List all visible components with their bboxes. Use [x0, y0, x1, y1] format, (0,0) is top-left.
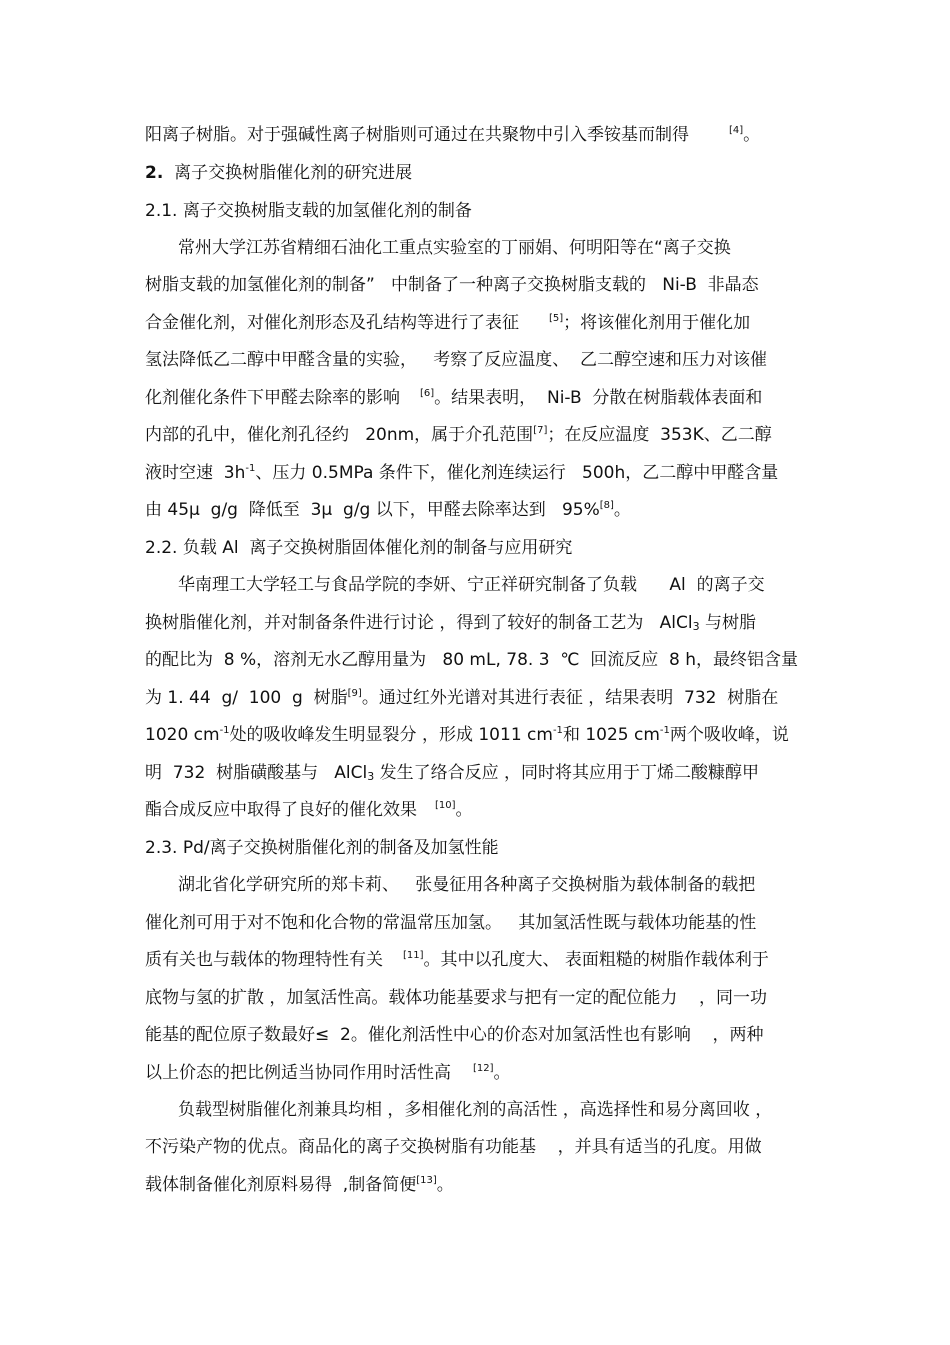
superscript: -1 [219, 725, 230, 736]
subsection-heading-2-2: 2.2. 负载 Al 离子交换树脂固体催化剂的制备与应用研究 [145, 538, 573, 558]
subsection-heading-2-3: 2.3. Pd/离子交换树脂催化剂的制备及加氢性能 [145, 838, 499, 858]
subsection-heading-2-1: 2.1. 离子交换树脂支载的加氢催化剂的制备 [145, 201, 472, 221]
text-line: 负载型树脂催化剂兼具均相 ，多相催化剂的高活性 ，高选择性和易分离回收 ， [178, 1100, 773, 1120]
text-line: 湖北省化学研究所的郑卡莉、 张曼征用各种离子交换树脂为载体制备的载把 [178, 875, 756, 895]
text-line: 催化剂可用于对不饱和化合物的常温常压加氢。 其加氢活性既与载体功能基的性 [145, 913, 757, 933]
text-line: 底物与氢的扩散 ，加氢活性高。载体功能基要求与把有一定的配位能力 ，同一功 [145, 988, 768, 1008]
text-line: 能基的配位原子数最好≤ 2。催化剂活性中心的价态对加氢活性也有影响 ，两种 [145, 1025, 764, 1045]
text-line: 的配比为 8 %，溶剂无水乙醇用量为 80 mL, 78. 3 ℃ 回流反应 8 h，最终铝含量 [145, 650, 799, 670]
text-line: 合金催化剂，对催化剂形态及孔结构等进行了表征 [5]；将该催化剂用于催化加 [145, 313, 751, 333]
citation: [4] [729, 125, 744, 136]
subscript: 3 [692, 620, 700, 633]
text-line: 换树脂催化剂，并对制备条件进行讨论 ，得到了较好的制备工艺为 AlCl$_3$ 与树脂 [145, 613, 756, 633]
citation: [8] [599, 500, 614, 511]
citation: [13] [416, 1175, 437, 1186]
text-line: 华南理工大学轻工与食品学院的李妍、宁正祥研究制备了负载 Al 的离子交 [178, 575, 765, 595]
citation: [7] [533, 425, 548, 436]
text-line: 不污染产物的优点。商品化的离子交换树脂有功能基 ，并具有适当的孔度。用做 [145, 1137, 762, 1157]
text-line: 1020 $cm^{-1}$处的吸收峰发生明显裂分 ，形成 1011 $cm^{-1}$和 1025 $cm^{-1}$两个吸收峰，说 [145, 725, 789, 745]
text-line: 酯合成反应中取得了良好的催化效果 [10]。 [145, 800, 473, 820]
text-line: 常州大学江苏省精细石油化工重点实验室的丁丽娟、何明阳等在“离子交换 [178, 238, 731, 258]
text-line: 以上价态的把比例适当协同作用时活性高 [12]。 [145, 1063, 511, 1083]
text-line: 化剂催化条件下甲醛去除率的影响 [6]。结果表明， Ni-B 分散在树脂载体表面和 [145, 388, 763, 408]
text-line: 内部的孔中，催化剂孔径约 20nm，属于介孔范围[7]；在反应温度 353K、乙二醇 [145, 425, 772, 445]
text-line: 为 1. 44 g/ 100 g 树脂[9]。通过红外光谱对其进行表征 ，结果表明 732 树脂在 [145, 688, 779, 708]
citation: [12] [473, 1063, 494, 1074]
citation: [10] [435, 800, 456, 811]
citation: [9] [347, 688, 362, 699]
text-line: 氢法降低乙二醇中甲醛含量的实验， 考察了反应温度、 乙二醇空速和压力对该催 [145, 350, 768, 370]
citation: [6] [420, 388, 435, 399]
text-line: 树脂支载的加氢催化剂的制备” 中制备了一种离子交换树脂支载的 Ni-B 非晶态 [145, 275, 759, 295]
section-heading-2: 2. 离子交换树脂催化剂的研究进展 [145, 163, 413, 183]
subscript: 3 [367, 770, 375, 783]
superscript: -1 [659, 725, 670, 736]
text-line: 明 732 树脂磺酸基与 AlCl$_3$ 发生了络合反应 ，同时将其应用于丁烯二酸糠醇甲 [145, 763, 760, 783]
text-line: 载体制备催化剂原料易得 ,制备简便[13]。 [145, 1175, 454, 1195]
text-line: 质有关也与载体的物理特性有关 [11]。其中以孔度大、 表面粗糙的树脂作载体利于 [145, 950, 769, 970]
citation: [11] [403, 950, 424, 961]
superscript: -1 [245, 463, 256, 474]
text-line: 阳离子树脂。对于强碱性离子树脂则可通过在共聚物中引入季铵基而制得 [4]。 [145, 125, 761, 145]
text-line: 液时空速 $3h^{-1}$、压力 0.5MPa 条件下，催化剂连续运行 500h，乙二醇中甲醛含量 [145, 463, 779, 483]
citation: [5] [549, 313, 564, 324]
text-line: 由 45μ g/g 降低至 3μ g/g 以下，甲醛去除率达到 95%[8]。 [145, 500, 631, 520]
superscript: -1 [552, 725, 563, 736]
